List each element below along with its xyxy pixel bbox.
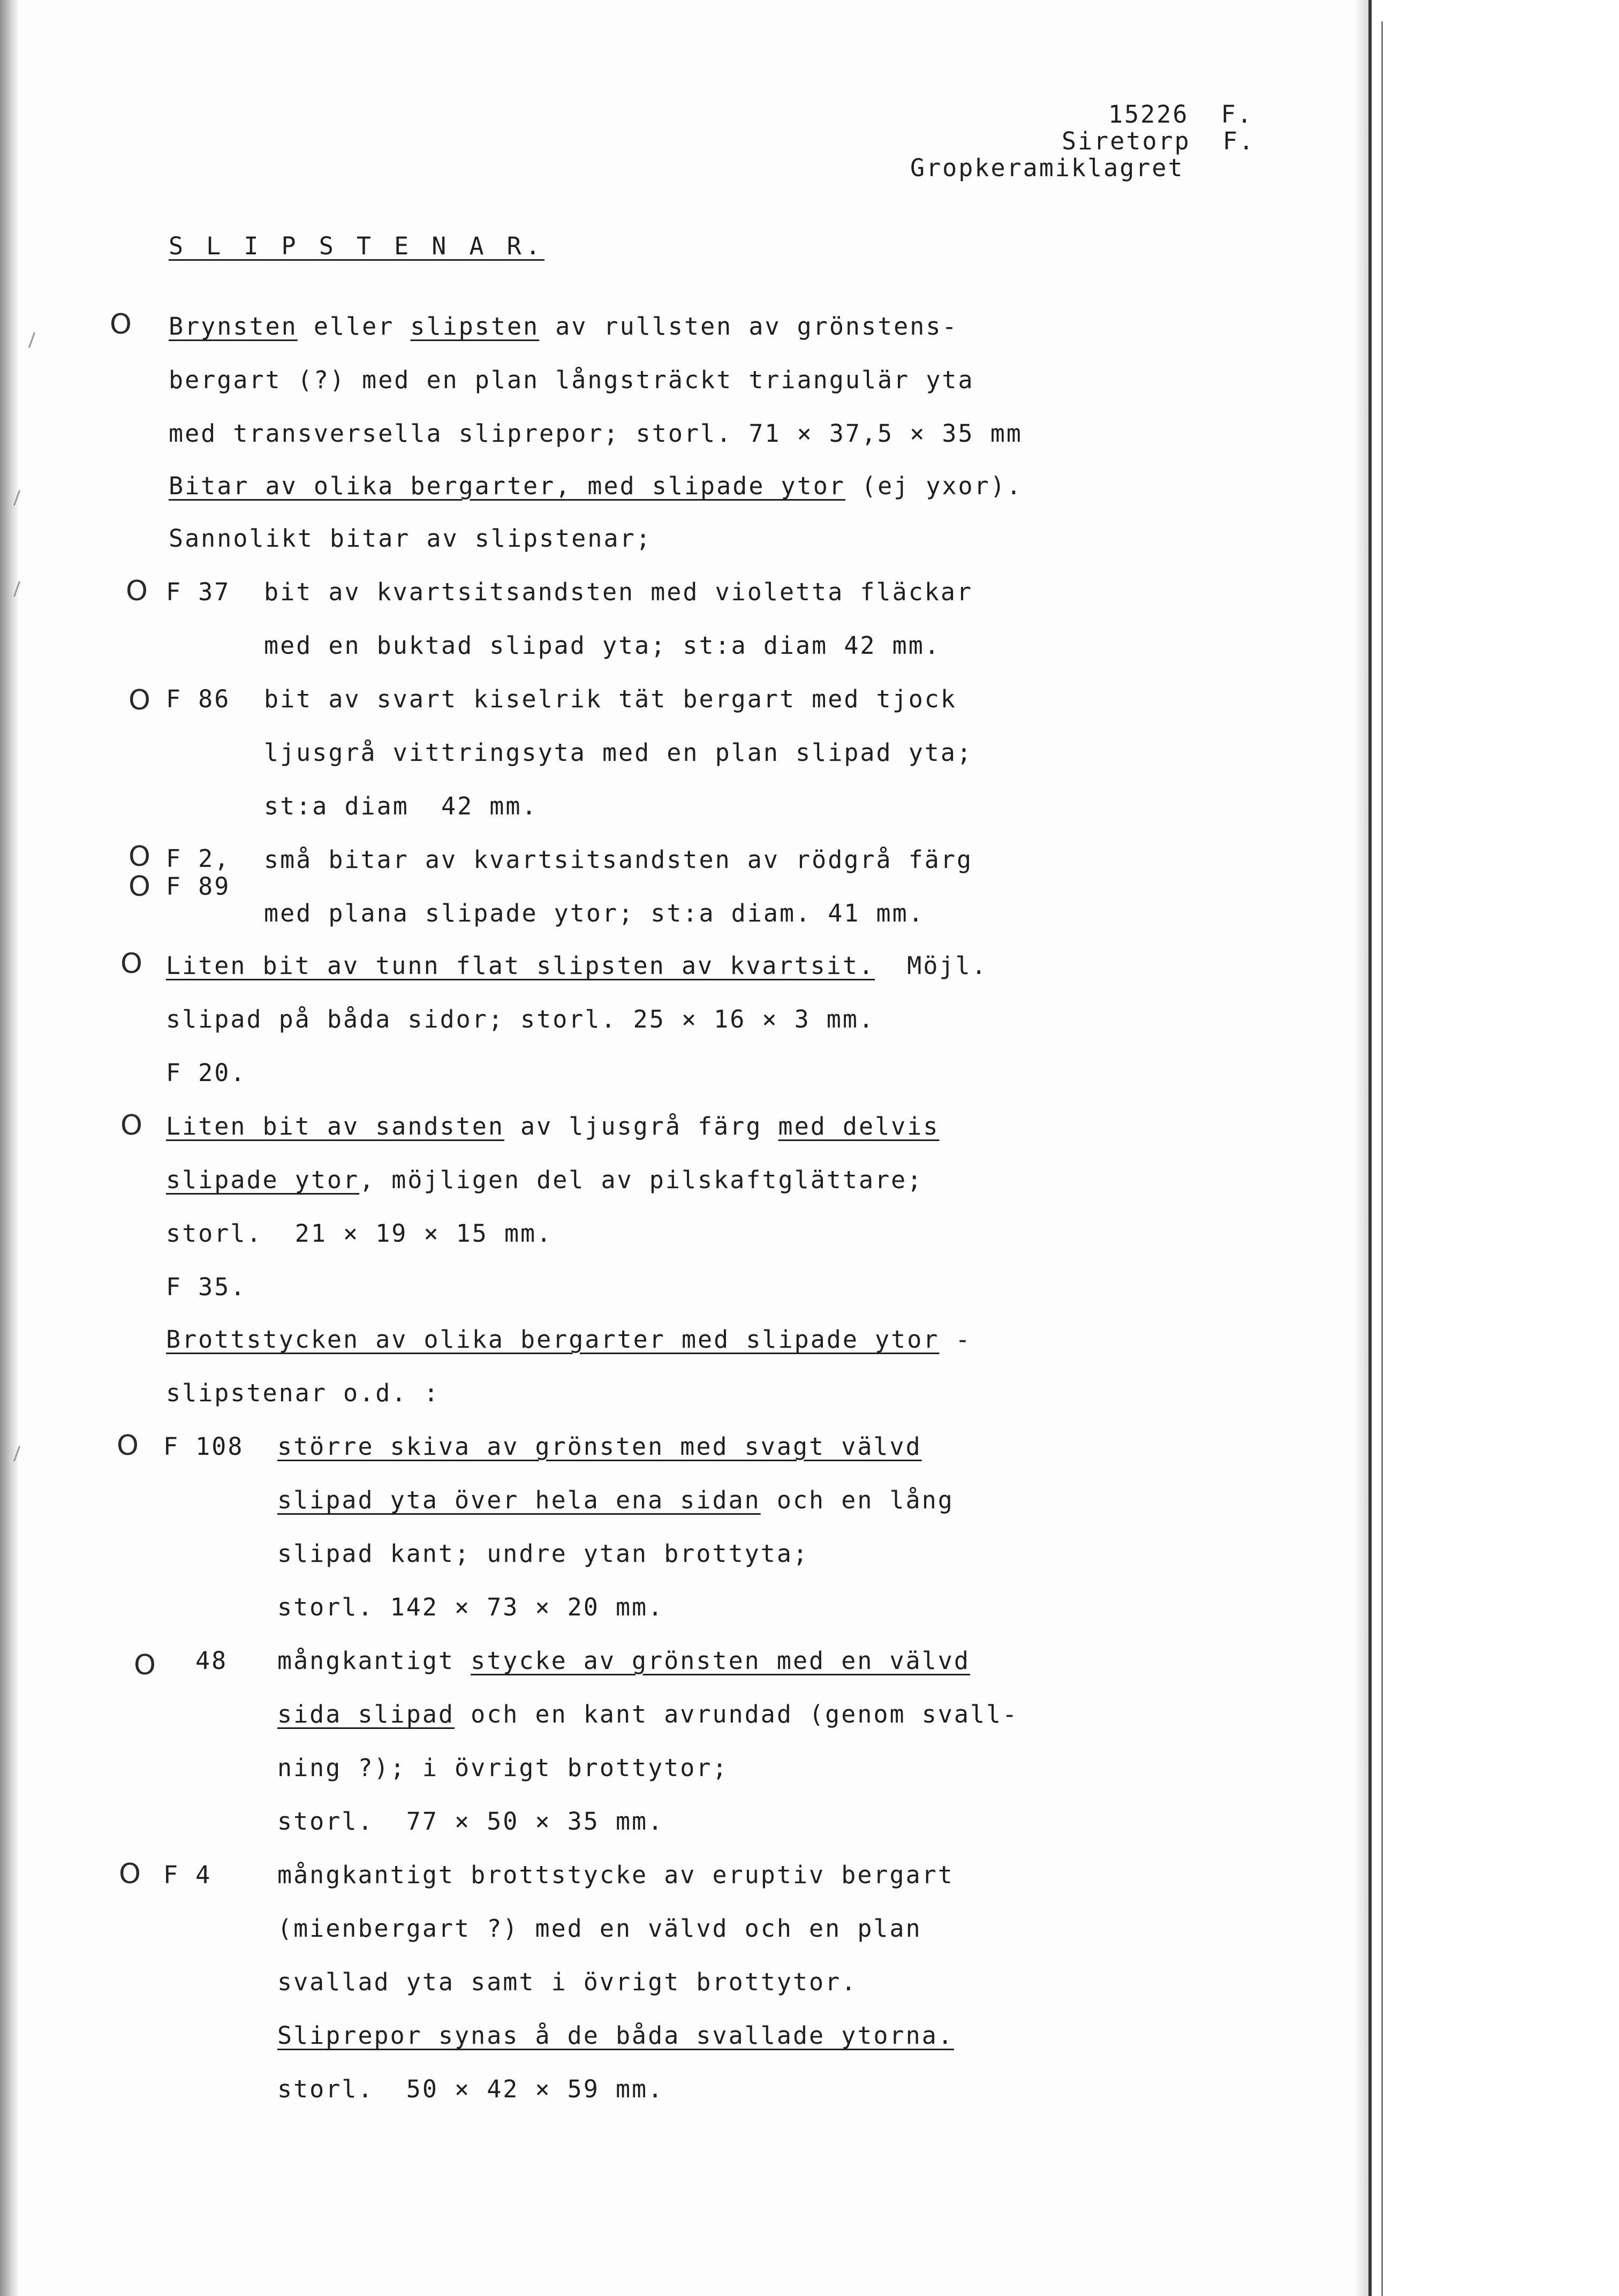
- item-f4-id: F 4: [163, 1861, 212, 1889]
- group2-heading: Brottstycken av olika bergarter med slipade ytor -: [166, 1325, 972, 1354]
- item-48-line1: mångkantigt stycke av grönsten med en välvd: [277, 1647, 970, 1675]
- margin-mark-3: O: [128, 684, 150, 716]
- entry-liten2-line1: Liten bit av sandsten av ljusgrå färg med delvis: [166, 1112, 940, 1141]
- item-f108-line2: slipad yta över hela ena sidan och en lång: [277, 1486, 954, 1514]
- item-f4-line3: svallad yta samt i övrigt brottytor.: [277, 1968, 858, 1996]
- item-f86-line2: ljusgrå vittringsyta med en plan slipad yta;: [264, 738, 973, 767]
- group1-heading: Bitar av olika bergarter, med slipade ytor (ej yxor).: [169, 472, 1023, 500]
- item-f108-id: F 108: [163, 1432, 244, 1461]
- page-margin-right: [1368, 0, 1619, 2296]
- margin-mark-7: O: [120, 1109, 142, 1142]
- entry-brynsten-line1: Brynsten eller slipsten av rullsten av grönstens-: [169, 312, 958, 341]
- margin-mark-6: O: [120, 948, 142, 980]
- item-48-id: 48: [195, 1647, 228, 1675]
- entry-brynsten-line3: med transversella sliprepor; storl. 71 × 37,5 × 35 mm: [169, 419, 1023, 448]
- entry-liten1-line3: F 20.: [166, 1059, 247, 1087]
- item-f2-line1: små bitar av kvartsitsandsten av rödgrå färg: [264, 845, 973, 874]
- item-f37-line1: bit av kvartsitsandsten med violetta fläckar: [264, 578, 973, 606]
- item-f108-line3: slipad kant; undre ytan brottyta;: [277, 1539, 810, 1568]
- entry-liten2-line3: storl. 21 × 19 × 15 mm.: [166, 1219, 553, 1248]
- binding-shade: [1355, 0, 1368, 2296]
- margin-tick: [28, 332, 35, 348]
- item-f89-id: F 89: [166, 872, 231, 901]
- item-f4-line1: mångkantigt brottstycke av eruptiv bergart: [277, 1861, 954, 1889]
- binding-line: [1368, 0, 1372, 2296]
- item-f37-id: F 37: [166, 578, 231, 606]
- document-title: [169, 231, 544, 261]
- item-f4-line2: (mienbergart ?) med en välvd och en plan: [277, 1914, 922, 1943]
- item-48-line3: ning ?); i övrigt brottytor;: [277, 1754, 729, 1782]
- binding-line-inner: [1381, 21, 1383, 2296]
- item-48-line2: sida slipad och en kant avrundad (genom svall-: [277, 1700, 1019, 1728]
- item-f108-line1: större skiva av grönsten med svagt välvd: [277, 1432, 922, 1461]
- entry-liten2-line2: slipade ytor, möjligen del av pilskaftglättare;: [166, 1166, 924, 1194]
- group1-subheading: Sannolikt bitar av slipstenar;: [169, 524, 652, 553]
- item-48-line4: storl. 77 × 50 × 35 mm.: [277, 1807, 664, 1836]
- margin-mark-9: O: [134, 1649, 156, 1681]
- title-text: S L I P S T E N A R.: [169, 232, 544, 260]
- item-f86-id: F 86: [166, 685, 231, 713]
- header-site: Siretorp F.: [1062, 127, 1255, 155]
- item-f4-line4: Sliprepor synas å de båda svallade ytorna.: [277, 2021, 954, 2050]
- item-f86-line1: bit av svart kiselrik tät bergart med tjock: [264, 685, 957, 713]
- header-catalog-number: 15226 F.: [1108, 100, 1253, 129]
- item-f2-id: F 2,: [166, 844, 231, 873]
- entry-liten1-line1: Liten bit av tunn flat slipsten av kvartsit. Möjl.: [166, 951, 988, 980]
- margin-mark-1: O: [110, 308, 132, 341]
- item-f4-line5: storl. 50 × 42 × 59 mm.: [277, 2075, 664, 2103]
- margin-mark-5: O: [128, 871, 150, 903]
- margin-mark-2: O: [126, 575, 148, 607]
- entry-liten2-line4: F 35.: [166, 1273, 247, 1301]
- item-f108-line4: storl. 142 × 73 × 20 mm.: [277, 1593, 664, 1621]
- margin-mark-10: O: [119, 1858, 141, 1890]
- header-layer: Gropkeramiklagret: [910, 154, 1184, 182]
- entry-liten1-line2: slipad på båda sidor; storl. 25 × 16 × 3 mm.: [166, 1005, 875, 1033]
- group2-subheading: slipstenar o.d. :: [166, 1379, 440, 1407]
- margin-mark-8: O: [117, 1430, 139, 1462]
- item-f37-line2: med en buktad slipad yta; st:a diam 42 mm.: [264, 631, 941, 660]
- page-edge-shadow: [0, 0, 19, 2296]
- entry-brynsten-line2: bergart (?) med en plan långsträckt triangulär yta: [169, 366, 974, 394]
- margin-mark-4: O: [128, 841, 150, 873]
- item-f86-line3: st:a diam 42 mm.: [264, 792, 538, 820]
- item-f2-line2: med plana slipade ytor; st:a diam. 41 mm.: [264, 899, 925, 927]
